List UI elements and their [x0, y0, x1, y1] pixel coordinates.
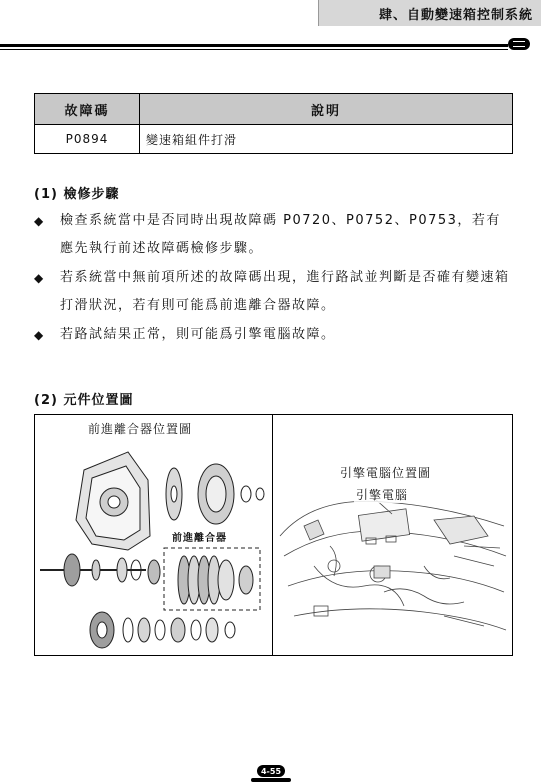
bullet-item [34, 264, 514, 320]
page-number-badge [251, 765, 291, 783]
fault-description-cell: 變速箱組件打滑 [140, 125, 513, 154]
fault-code-table [34, 93, 513, 154]
section-title-component-location: (2) 元件位置圖 [34, 393, 134, 408]
fault-code-cell: P0894 [35, 125, 140, 154]
bullet-item [34, 321, 514, 349]
header-tab-icon [508, 38, 530, 50]
table-header-row [35, 94, 513, 125]
forward-clutch-label: 前進離合器 [172, 533, 227, 544]
bullet-text: 若系統當中無前項所述的故障碼出現，進行路試並判斷是否確有變速箱打滑狀況，若有則可能爲前進離合器故障。 [60, 270, 510, 313]
right-figure-title: 引擎電腦位置圖 [340, 466, 432, 480]
figure-divider [272, 414, 273, 656]
diamond-bullet-icon: ◆ [34, 271, 45, 285]
table-row [35, 125, 513, 154]
header-rule-thin [0, 49, 508, 50]
engine-computer-diagram [274, 416, 512, 654]
chapter-header [318, 0, 541, 26]
diamond-bullet-icon: ◆ [34, 214, 45, 228]
column-header-code: 故障碼 [35, 94, 140, 125]
section-title-inspection: (1) 檢修步驟 [34, 187, 120, 202]
page-number: 4-55 [257, 765, 285, 777]
forward-clutch-diagram [36, 440, 270, 654]
chapter-title: 肆、自動變速箱控制系統 [378, 7, 533, 23]
left-figure-title: 前進離合器位置圖 [88, 422, 193, 436]
column-header-description: 說明 [140, 94, 513, 125]
bullet-text: 若路試結果正常，則可能爲引擎電腦故障。 [60, 327, 336, 342]
bullet-item [34, 207, 514, 263]
header-rule [0, 44, 508, 47]
engine-computer-label: 引擎電腦 [356, 488, 409, 502]
bullet-text: 檢查系統當中是否同時出現故障碼 P0720、P0752、P0753，若有應先執行前述故障碼檢修步驟。 [60, 213, 501, 256]
page-number-base [251, 778, 291, 782]
diamond-bullet-icon: ◆ [34, 328, 45, 342]
